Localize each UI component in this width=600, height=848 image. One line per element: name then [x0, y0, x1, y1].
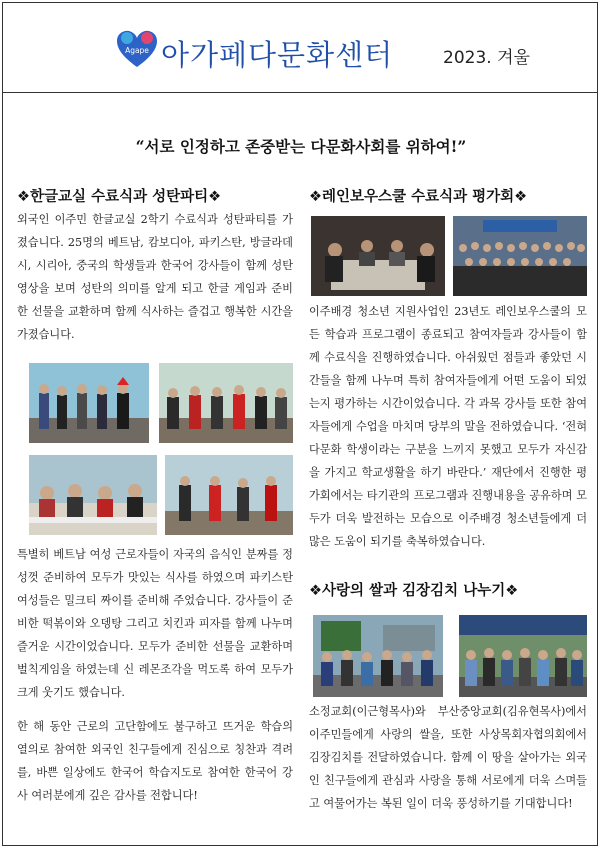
hangul-class-closing: 한 해 동안 근로의 고단함에도 불구하고 뜨거운 학습의 열의로 참여한 외국인 친구들에게 진심으로 칭찬과 격려를, 바쁜 일상에도 한국어 학습지도로 참여한 한국어 강사 여러분에게 깊은 감사를 전합니다!: [17, 720, 293, 802]
rice-kimchi-body: 소정교회(이근형목사)와 부산중앙교회(김유현목사)에서 이주민들에게 사랑의 쌀을, 또한 사상목회자협의회에서 김장김치를 전달하였습니다. 함께 이 땅을 살아가는 외국인 친구들에게 관심과 사랑을 통해 서로에게 더욱 스며들고 여물어가는 복된 일이 더욱 풍성하기를 기대합니다!: [309, 705, 587, 810]
headline: “서로 인정하고 존중받는 다문화사회를 위하여!”: [135, 137, 467, 156]
section-title-rice-kimchi: ❖사랑의 쌀과 김장김치 나누기❖: [309, 583, 519, 599]
photo-class-group-2: [159, 363, 293, 443]
agape-logo-icon: [115, 29, 159, 69]
issue-date: 2023. 겨울: [443, 48, 530, 68]
section-title-hangul-class: ❖한글교실 수료식과 성탄파티❖: [17, 189, 222, 205]
hangul-class-body: 특별히 베트남 여성 근로자들이 자국의 음식인 분짜를 정성껏 준비하여 모두가 맛있는 식사를 하였으며 파키스탄 여성들은 밀크티 짜이를 준비해 주었습니다. 강사들이 준비한 떡볶이와 오뎅탕 그리고 치킨과 피자를 함께 나누며 즐거운 시간이었습니다. 모두가 준비한 선물을 교환하며 벌칙게임을 하였는데 신 레몬조각을 먹도록 하여 모두가 크게 웃기도 했습니다.: [17, 548, 293, 699]
section-title-rainbow-school: ❖레인보우스쿨 수료식과 평가회❖: [309, 189, 528, 205]
rainbow-school-body: 이주배경 청소년 지원사업인 23년도 레인보우스쿨의 모든 학습과 프로그램이 종료되고 참여자들과 강사들이 함께 수료식을 진행하였습니다. 아쉬웠던 점들과 좋았던 시간들을 함께 나누며 특히 참여자들에게 어떤 도움이 되었는지 평가하는 시간이었습니다. 각 과목 강사들 또한 참여자들에게 수업을 마치며 당부의 말을 전하였습니다. ‘전혀 다문화 학생이라는 구분을 느끼지 못했고 모두가 자신감을 가지고 학교생활을 하기 바란다.’ 재단에서 진행한 평가회에서는 타기관의 프로그램과 진행내용을 공유하며 모두가 더욱 발전하는 모습으로 이주배경 청소년들에게 더 많은 도움이 되기를 축복하였습니다.: [309, 305, 587, 548]
photo-class-gift-exchange: [165, 455, 293, 535]
newsletter-page: [2, 2, 598, 846]
hangul-class-intro: 외국인 이주민 한글교실 2학기 수료식과 성탄파티를 가졌습니다. 25명의 베트남, 캄보디아, 파키스탄, 방글라데시, 시리아, 중국의 학생들과 한국어 강사들이 함께 성탄 영상을 보며 성탄의 의미를 알게 되고 한글 게임과 준비한 선물을 교환하며 함께 식사하는 즐겁고 행복한 시간을 가졌습니다.: [17, 213, 293, 341]
org-name: 아가페다문화센터: [161, 38, 394, 72]
photo-rice-sojeong-church: [313, 615, 443, 697]
header: [3, 3, 597, 93]
photo-class-group-1: [29, 363, 149, 443]
photo-rice-busan-central-church: [459, 615, 587, 697]
logo-text: Agape: [125, 46, 149, 55]
photo-rainbow-dinner: [311, 216, 445, 296]
photo-rainbow-group: [453, 216, 587, 296]
photo-class-meal: [29, 455, 157, 535]
